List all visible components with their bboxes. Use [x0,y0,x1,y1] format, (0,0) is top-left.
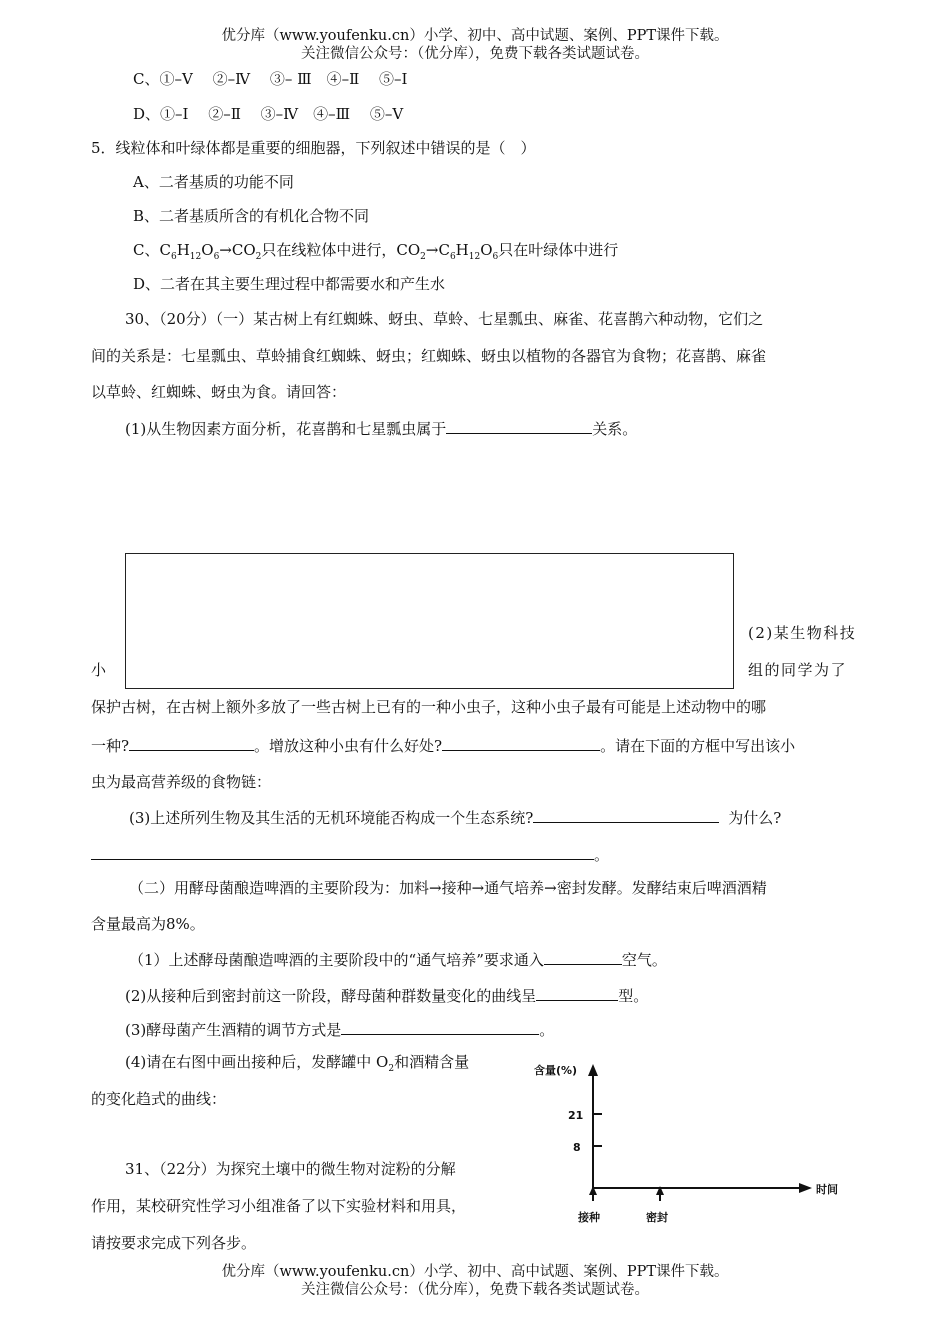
answer-blank[interactable] [341,1018,539,1035]
q30-sub-4: (4)请在右图中画出接种后，发酵罐中 $O_2$和酒精含量 [125,1053,470,1074]
q30-part-2-line-4: 一种? 。增放这种小虫有什么好处? 。请在下面的方框中写出该小 [91,734,795,756]
q4-option-c: C、①–Ⅴ ②–Ⅳ ③– Ⅲ ④–Ⅱ ⑤–Ⅰ [133,70,408,88]
footer-line-2: 关注微信公众号：（优分库），免费下载各类试题试卷。 [301,1282,649,1298]
answer-blank[interactable] [446,417,592,434]
q30-sub-4-line-2: 的变化趋式的曲线： [91,1090,227,1108]
answer-blank[interactable] [91,843,594,860]
q5-option-d: D、二者在其主要生理过程中都需要水和产生水 [133,275,446,293]
food-chain-answer-box[interactable] [125,553,734,689]
q30-sub-2: (2)从接种后到密封前这一阶段，酵母菌种群数量变化的曲线呈 型。 [125,984,648,1006]
q30-part-2-line-5: 虫为最高营养级的食物链： [91,773,272,791]
header-line-1: 优分库（www.youfenku.cn）小学、初中、高中试题、案例、PPT课件下载。 [221,28,729,44]
q30-sub-3: (3)酵母菌产生酒精的调节方式是 。 [125,1018,554,1040]
q30-part2-line-2: 含量最高为8%。 [91,915,205,933]
q5-option-c: C、$C_6H_{12}O_6\to CO_2$只在线粒体中进行，$CO_2\to C_6H_{12}O_6$只在叶绿体中进行 [133,241,619,262]
x-marker-label-sealing: 密封 [646,1211,668,1224]
footer-line-1: 优分库（www.youfenku.cn）小学、初中、高中试题、案例、PPT课件下载。 [221,1264,729,1280]
q4-option-d: D、①–Ⅰ ②–Ⅱ ③–Ⅳ ④–Ⅲ ⑤–Ⅴ [133,105,404,123]
x-marker-label-inoculation: 接种 [578,1211,600,1224]
q31-line-1: 31、（22分）为探究土壤中的微生物对淀粉的分解 [125,1160,456,1178]
q31-line-3: 请按要求完成下列各步。 [91,1234,257,1252]
q30-part2-line-1: （二）用酵母菌酿造啤酒的主要阶段为：加料→接种→通气培养→密封发酵。发酵结束后啤酒酒精 [129,879,767,897]
x-axis-arrow [799,1183,812,1193]
y-tick-label-8: 8 [573,1141,581,1154]
q30-part-3-line-2: 。 [91,843,609,865]
q30-part-3: (3)上述所列生物及其生活的无机环境能否构成一个生态系统? 为什么? [129,806,781,828]
q30-part-2-right-1: (2)某生物科技 [748,624,857,642]
q5-option-a: A、二者基质的功能不同 [133,173,294,191]
q5-option-b: B、二者基质所含的有机化合物不同 [133,207,370,225]
q30-intro-line-1: 30、（20分）（一）某古树上有红蜘蛛、蚜虫、草蛉、七星瓢虫、麻雀、花喜鹊六种动物，它们之 [125,310,764,328]
y-axis-label: 含量(%) [534,1064,578,1077]
answer-blank[interactable] [442,734,600,751]
header-line-2: 关注微信公众号：（优分库），免费下载各类试题试卷。 [301,46,649,62]
q30-part-2-left: 小 [91,661,107,679]
q30-intro-line-3: 以草蛉、红蜘蛛、蚜虫为食。请回答： [91,383,347,401]
q30-sub-1: （1）上述酵母菌酿造啤酒的主要阶段中的“通气培养”要求通入 空气。 [129,948,667,970]
q30-part-1: (1)从生物因素方面分析，花喜鹊和七星瓢虫属于 关系。 [125,417,637,439]
answer-blank[interactable] [129,734,254,751]
y-tick-label-21: 21 [568,1109,584,1122]
q30-intro-line-2: 间的关系是：七星瓢虫、草蛉捕食红蜘蛛、蚜虫；红蜘蛛、蚜虫以植物的各器官为食物；花喜鹊、麻雀 [91,347,767,365]
x-axis-label: 时间 [816,1183,838,1196]
answer-blank[interactable] [544,948,622,965]
q30-part-2-right-2: 组的同学为了 [748,661,848,679]
answer-blank[interactable] [536,984,618,1001]
q5-stem: 5．线粒体和叶绿体都是重要的细胞器，下列叙述中错误的是（ ） [91,139,536,157]
y-axis-arrow [588,1064,598,1076]
q30-part-2-line-3: 保护古树，在古树上额外多放了一些古树上已有的一种小虫子，这种小虫子最有可能是上述动物中的哪 [91,698,767,716]
answer-blank[interactable] [533,806,719,823]
fermentation-chart[interactable] [528,1058,858,1233]
q31-line-2: 作用，某校研究性学习小组准备了以下实验材料和用具， [91,1197,467,1215]
